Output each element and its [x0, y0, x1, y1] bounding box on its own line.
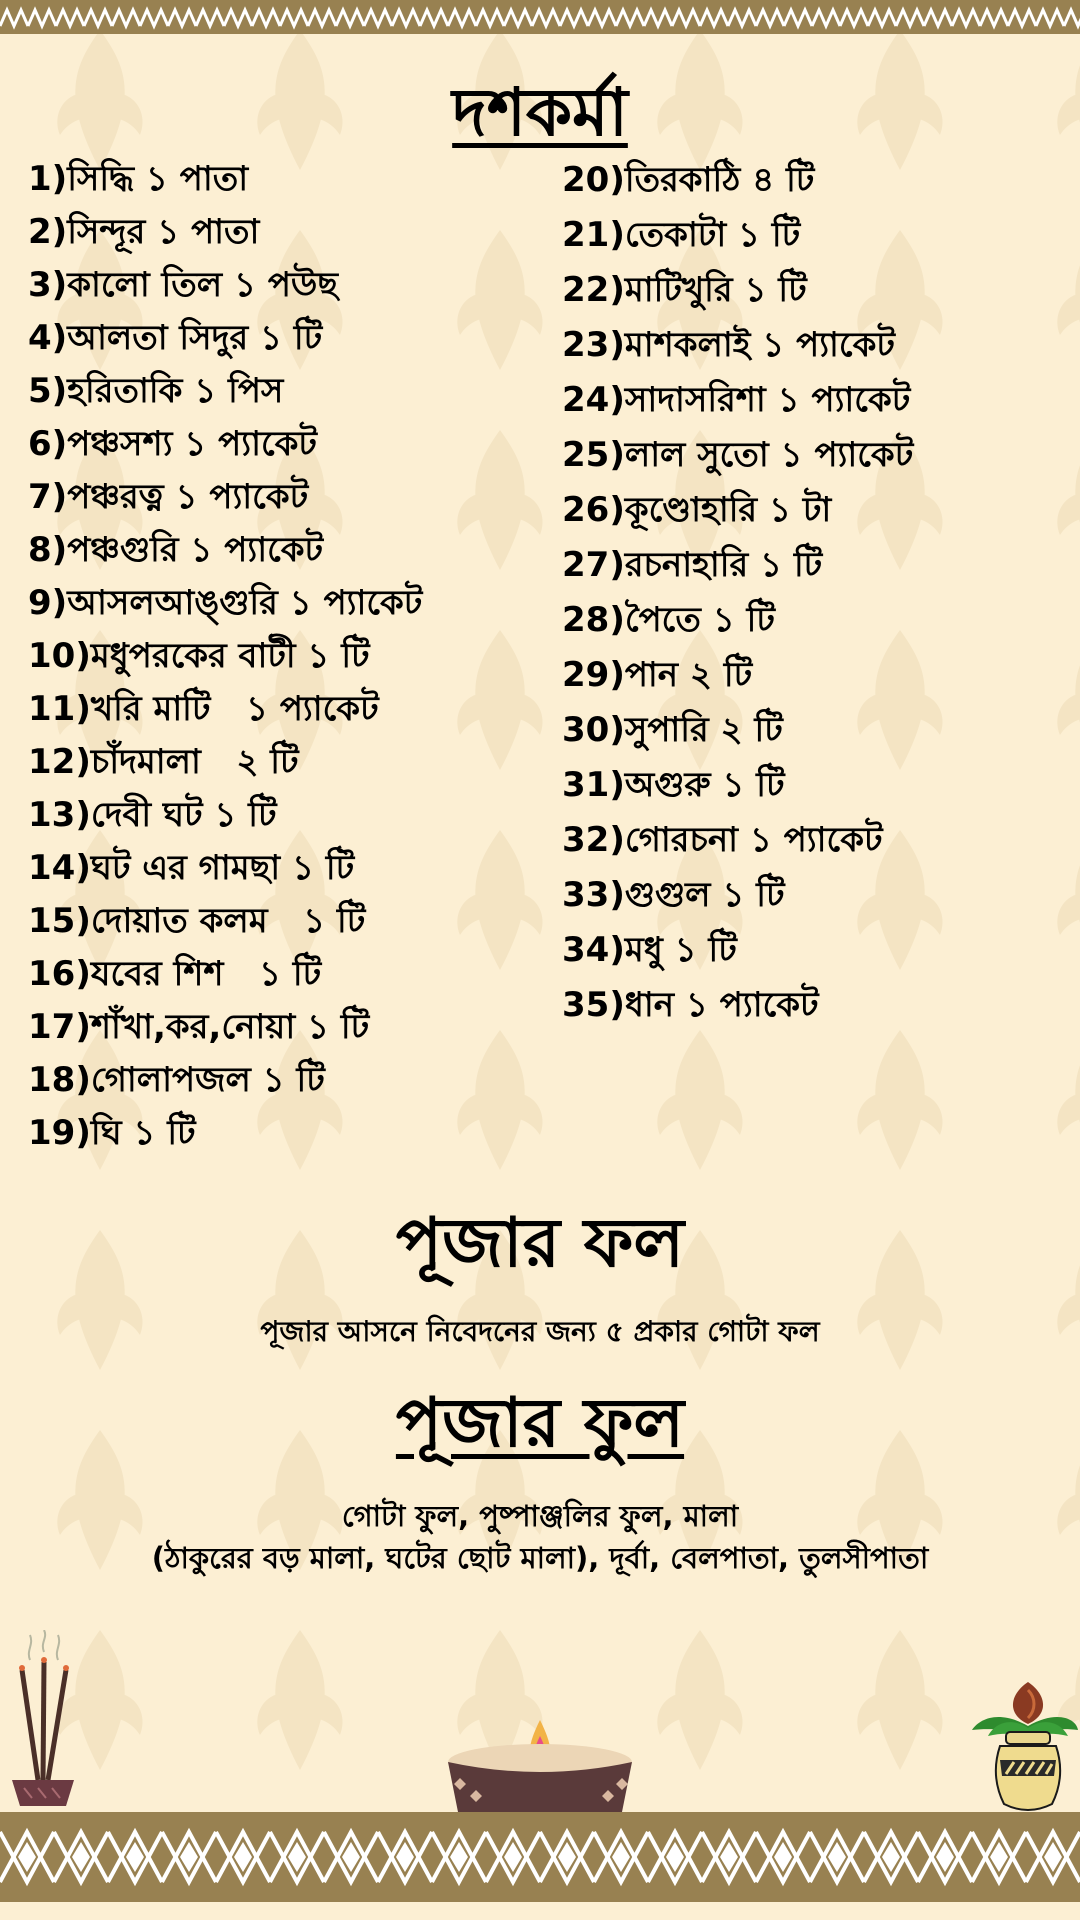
list-item: 32)গোরচনা ১ প্যাকেট — [562, 820, 883, 860]
list-item: 28)পৈতে ১ টি — [562, 600, 775, 640]
list-item: 21)তেকাটা ১ টি — [562, 215, 801, 255]
list-item: 13)দেবী ঘট ১ টি — [28, 795, 277, 835]
list-item: 22)মাটিখুরি ১ টি — [562, 270, 807, 310]
list-item: 12)চাঁদমালা ২ টি — [28, 742, 299, 782]
list-item: 29)পান ২ টি — [562, 655, 753, 695]
list-item: 18)গোলাপজল ১ টি — [28, 1060, 325, 1100]
list-item: 3)কালো তিল ১ পউছ — [28, 265, 339, 305]
list-item: 1)সিদ্ধি ১ পাতা — [28, 159, 249, 199]
list-item: 31)অগুরু ১ টি — [562, 765, 785, 805]
page-title: দশকর্মা — [452, 74, 628, 151]
diya-lamp-icon — [440, 1718, 640, 1814]
list-item: 17)শাঁখা,কর,নোয়া ১ টি — [28, 1007, 370, 1047]
list-item: 23)মাশকলাই ১ প্যাকেট — [562, 325, 895, 365]
list-item: 24)সাদাসরিশা ১ প্যাকেট — [562, 380, 911, 420]
list-item: 19)ঘি ১ টি — [28, 1113, 196, 1153]
list-item: 25)লাল সুতো ১ প্যাকেট — [562, 435, 914, 475]
list-item: 11)খরি মাটি ১ প্যাকেট — [28, 689, 379, 729]
flower-line-2: (ঠাকুরের বড় মালা, ঘটের ছোট মালা), দূর্বা, বেলপাতা, তুলসীপাতা — [151, 1541, 929, 1575]
mangal-kalash-icon — [970, 1680, 1080, 1814]
list-item: 16)যবের শিশ ১ টি — [28, 954, 322, 994]
items-list-right — [562, 153, 1062, 1033]
incense-sticks-icon — [8, 1630, 78, 1812]
list-item: 26)কূণ্ডোহারি ১ টা — [562, 490, 832, 530]
flower-heading: পূজার ফুল — [395, 1384, 685, 1463]
flower-line-1: গোটা ফুল, পুষ্পাঞ্জলির ফুল, মালা — [341, 1499, 739, 1533]
list-item: 8)পঞ্চগুরি ১ প্যাকেট — [28, 530, 324, 570]
list-item: 7)পঞ্চরত্ন ১ প্যাকেট — [28, 477, 309, 517]
list-item: 35)ধান ১ প্যাকেট — [562, 985, 819, 1025]
list-item: 15)দোয়াত কলম ১ টি — [28, 901, 366, 941]
list-item: 34)মধু ১ টি — [562, 930, 737, 970]
fruit-heading: পূজার ফল — [395, 1204, 685, 1283]
list-item: 4)আলতা সিদুর ১ টি — [28, 318, 323, 358]
fruit-description: পূজার আসনে নিবেদনের জন্য ৫ প্রকার গোটা ফল — [260, 1315, 820, 1348]
list-item: 6)পঞ্চসশ্য ১ প্যাকেট — [28, 424, 317, 464]
list-item: 5)হরিতাকি ১ পিস — [28, 371, 284, 411]
flower-description — [0, 1495, 1080, 1579]
list-item: 20)তিরকাঠি ৪ টি — [562, 160, 815, 200]
list-item: 14)ঘট এর গামছা ১ টি — [28, 848, 355, 888]
list-item: 30)সুপারি ২ টি — [562, 710, 783, 750]
list-item: 10)মধুপরকের বাটী ১ টি — [28, 636, 370, 676]
list-item: 2)সিন্দূর ১ পাতা — [28, 212, 260, 252]
list-item: 27)রচনাহারি ১ টি — [562, 545, 823, 585]
list-item: 33)গুগুল ১ টি — [562, 875, 785, 915]
list-item: 9)আসলআঙ্গুরি ১ প্যাকেট — [28, 583, 423, 623]
items-list-left — [28, 153, 528, 1160]
